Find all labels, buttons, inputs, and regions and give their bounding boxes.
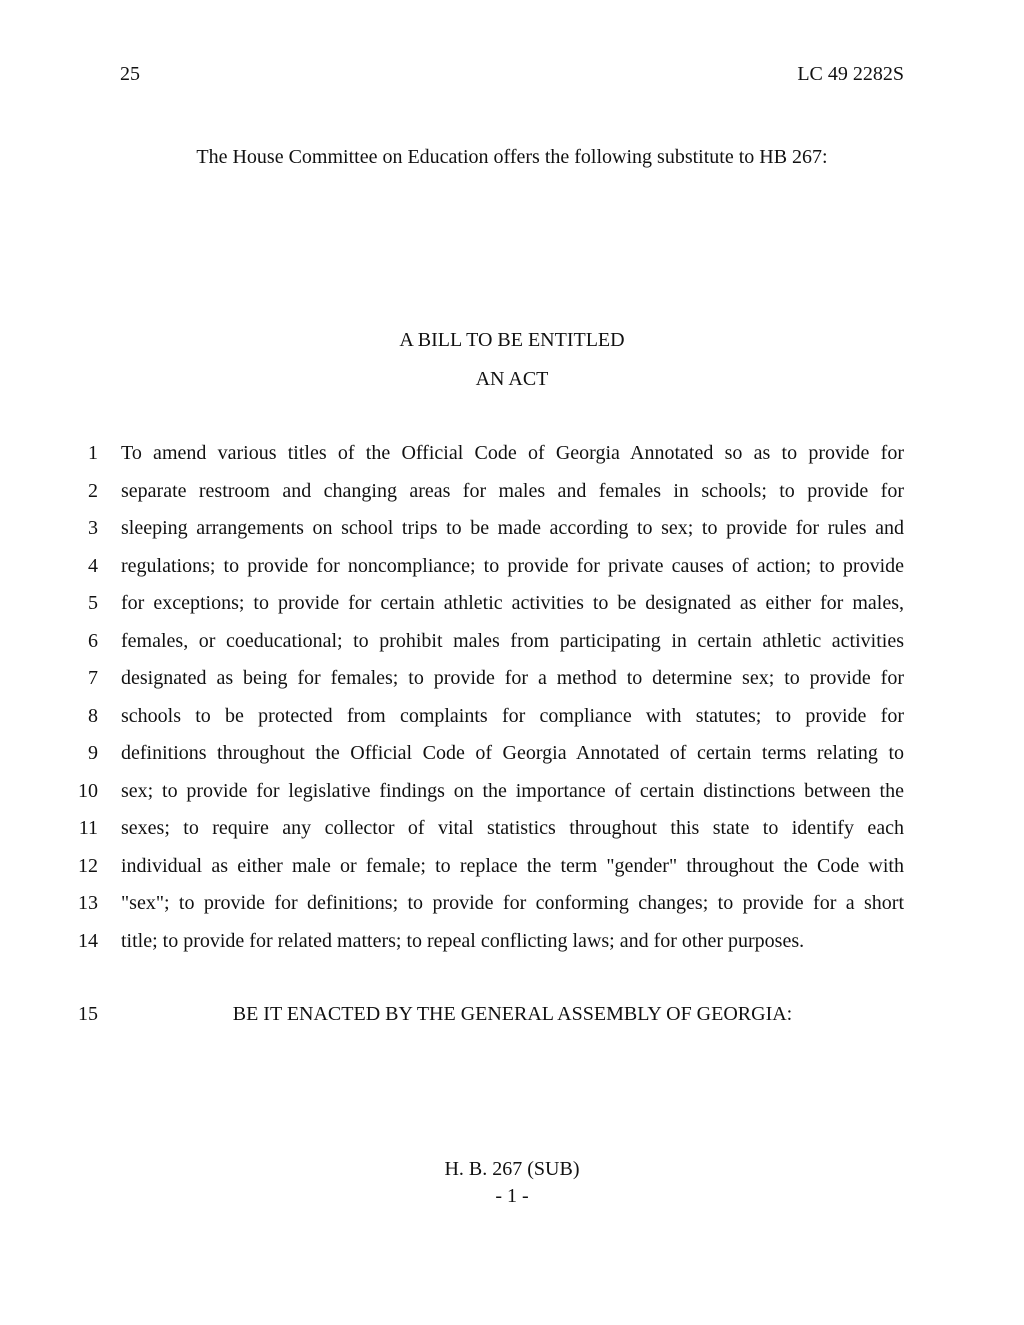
bill-line (0, 779, 1024, 817)
intro-statement: The House Committee on Education offers the following substitute to HB 267: (196, 146, 828, 168)
bill-line (0, 554, 1024, 592)
line-number: 1 (88, 442, 98, 464)
bill-line (0, 629, 1024, 667)
line-number: 9 (88, 742, 98, 764)
line-number: 15 (78, 1003, 98, 1025)
bill-line (0, 741, 1024, 779)
bill-line (0, 666, 1024, 704)
line-text: regulations; to provide for noncompliance; to provide for private causes of action; to provide (121, 554, 904, 577)
bill-line (0, 479, 1024, 517)
line-text: sexes; to require any collector of vital statistics throughout this state to identify each (121, 817, 904, 839)
line-number: 7 (88, 667, 98, 689)
line-number: 5 (88, 592, 98, 614)
line-text: individual as either male or female; to replace the term "gender" throughout the Code with (121, 854, 904, 877)
header-document-code: LC 49 2282S (797, 63, 904, 85)
bill-line (0, 816, 1024, 854)
bill-line (0, 891, 1024, 929)
act-title: AN ACT (475, 368, 549, 390)
line-text: designated as being for females; to provide for a method to determine sex; to provide for (121, 667, 904, 689)
bill-line (0, 704, 1024, 742)
footer-bill-id: H. B. 267 (SUB) (444, 1158, 580, 1180)
line-text: sex; to provide for legislative findings on the importance of certain distinctions between the (121, 779, 904, 802)
bill-line (0, 591, 1024, 629)
bill-body (0, 441, 1024, 966)
line-number: 4 (88, 554, 98, 577)
enacting-clause: BE IT ENACTED BY THE GENERAL ASSEMBLY OF GEORGIA: (232, 1003, 793, 1025)
header-page-number: 25 (120, 63, 140, 85)
footer-page-label: - 1 - (495, 1185, 529, 1207)
line-text: sleeping arrangements on school trips to be made according to sex; to provide for rules and (121, 517, 904, 539)
bill-title: A BILL TO BE ENTITLED (399, 329, 625, 351)
line-text: for exceptions; to provide for certain athletic activities to be designated as either for males, (121, 592, 904, 614)
line-text: definitions throughout the Official Code of Georgia Annotated of certain terms relating to (121, 742, 904, 764)
line-text: "sex"; to provide for definitions; to provide for conforming changes; to provide for a short (121, 892, 904, 914)
bill-line (0, 441, 1024, 479)
line-number: 10 (78, 779, 98, 802)
line-text: To amend various titles of the Official Code of Georgia Annotated so as to provide for (121, 442, 904, 464)
line-number: 2 (88, 479, 98, 502)
line-number: 6 (88, 629, 98, 652)
line-number: 8 (88, 704, 98, 727)
line-number: 13 (78, 892, 98, 914)
line-number: 3 (88, 517, 98, 539)
line-text: separate restroom and changing areas for males and females in schools; to provide for (121, 479, 904, 502)
line-text: females, or coeducational; to prohibit males from participating in certain athletic activities (121, 629, 904, 652)
line-text: title; to provide for related matters; to repeal conflicting laws; and for other purposes. (121, 929, 805, 952)
bill-line (0, 929, 1024, 967)
bill-line (0, 854, 1024, 892)
line-number: 11 (78, 817, 98, 839)
line-number: 14 (78, 929, 98, 952)
line-text: schools to be protected from complaints for compliance with statutes; to provide for (121, 704, 904, 727)
bill-line (0, 516, 1024, 554)
line-number: 12 (78, 854, 98, 877)
